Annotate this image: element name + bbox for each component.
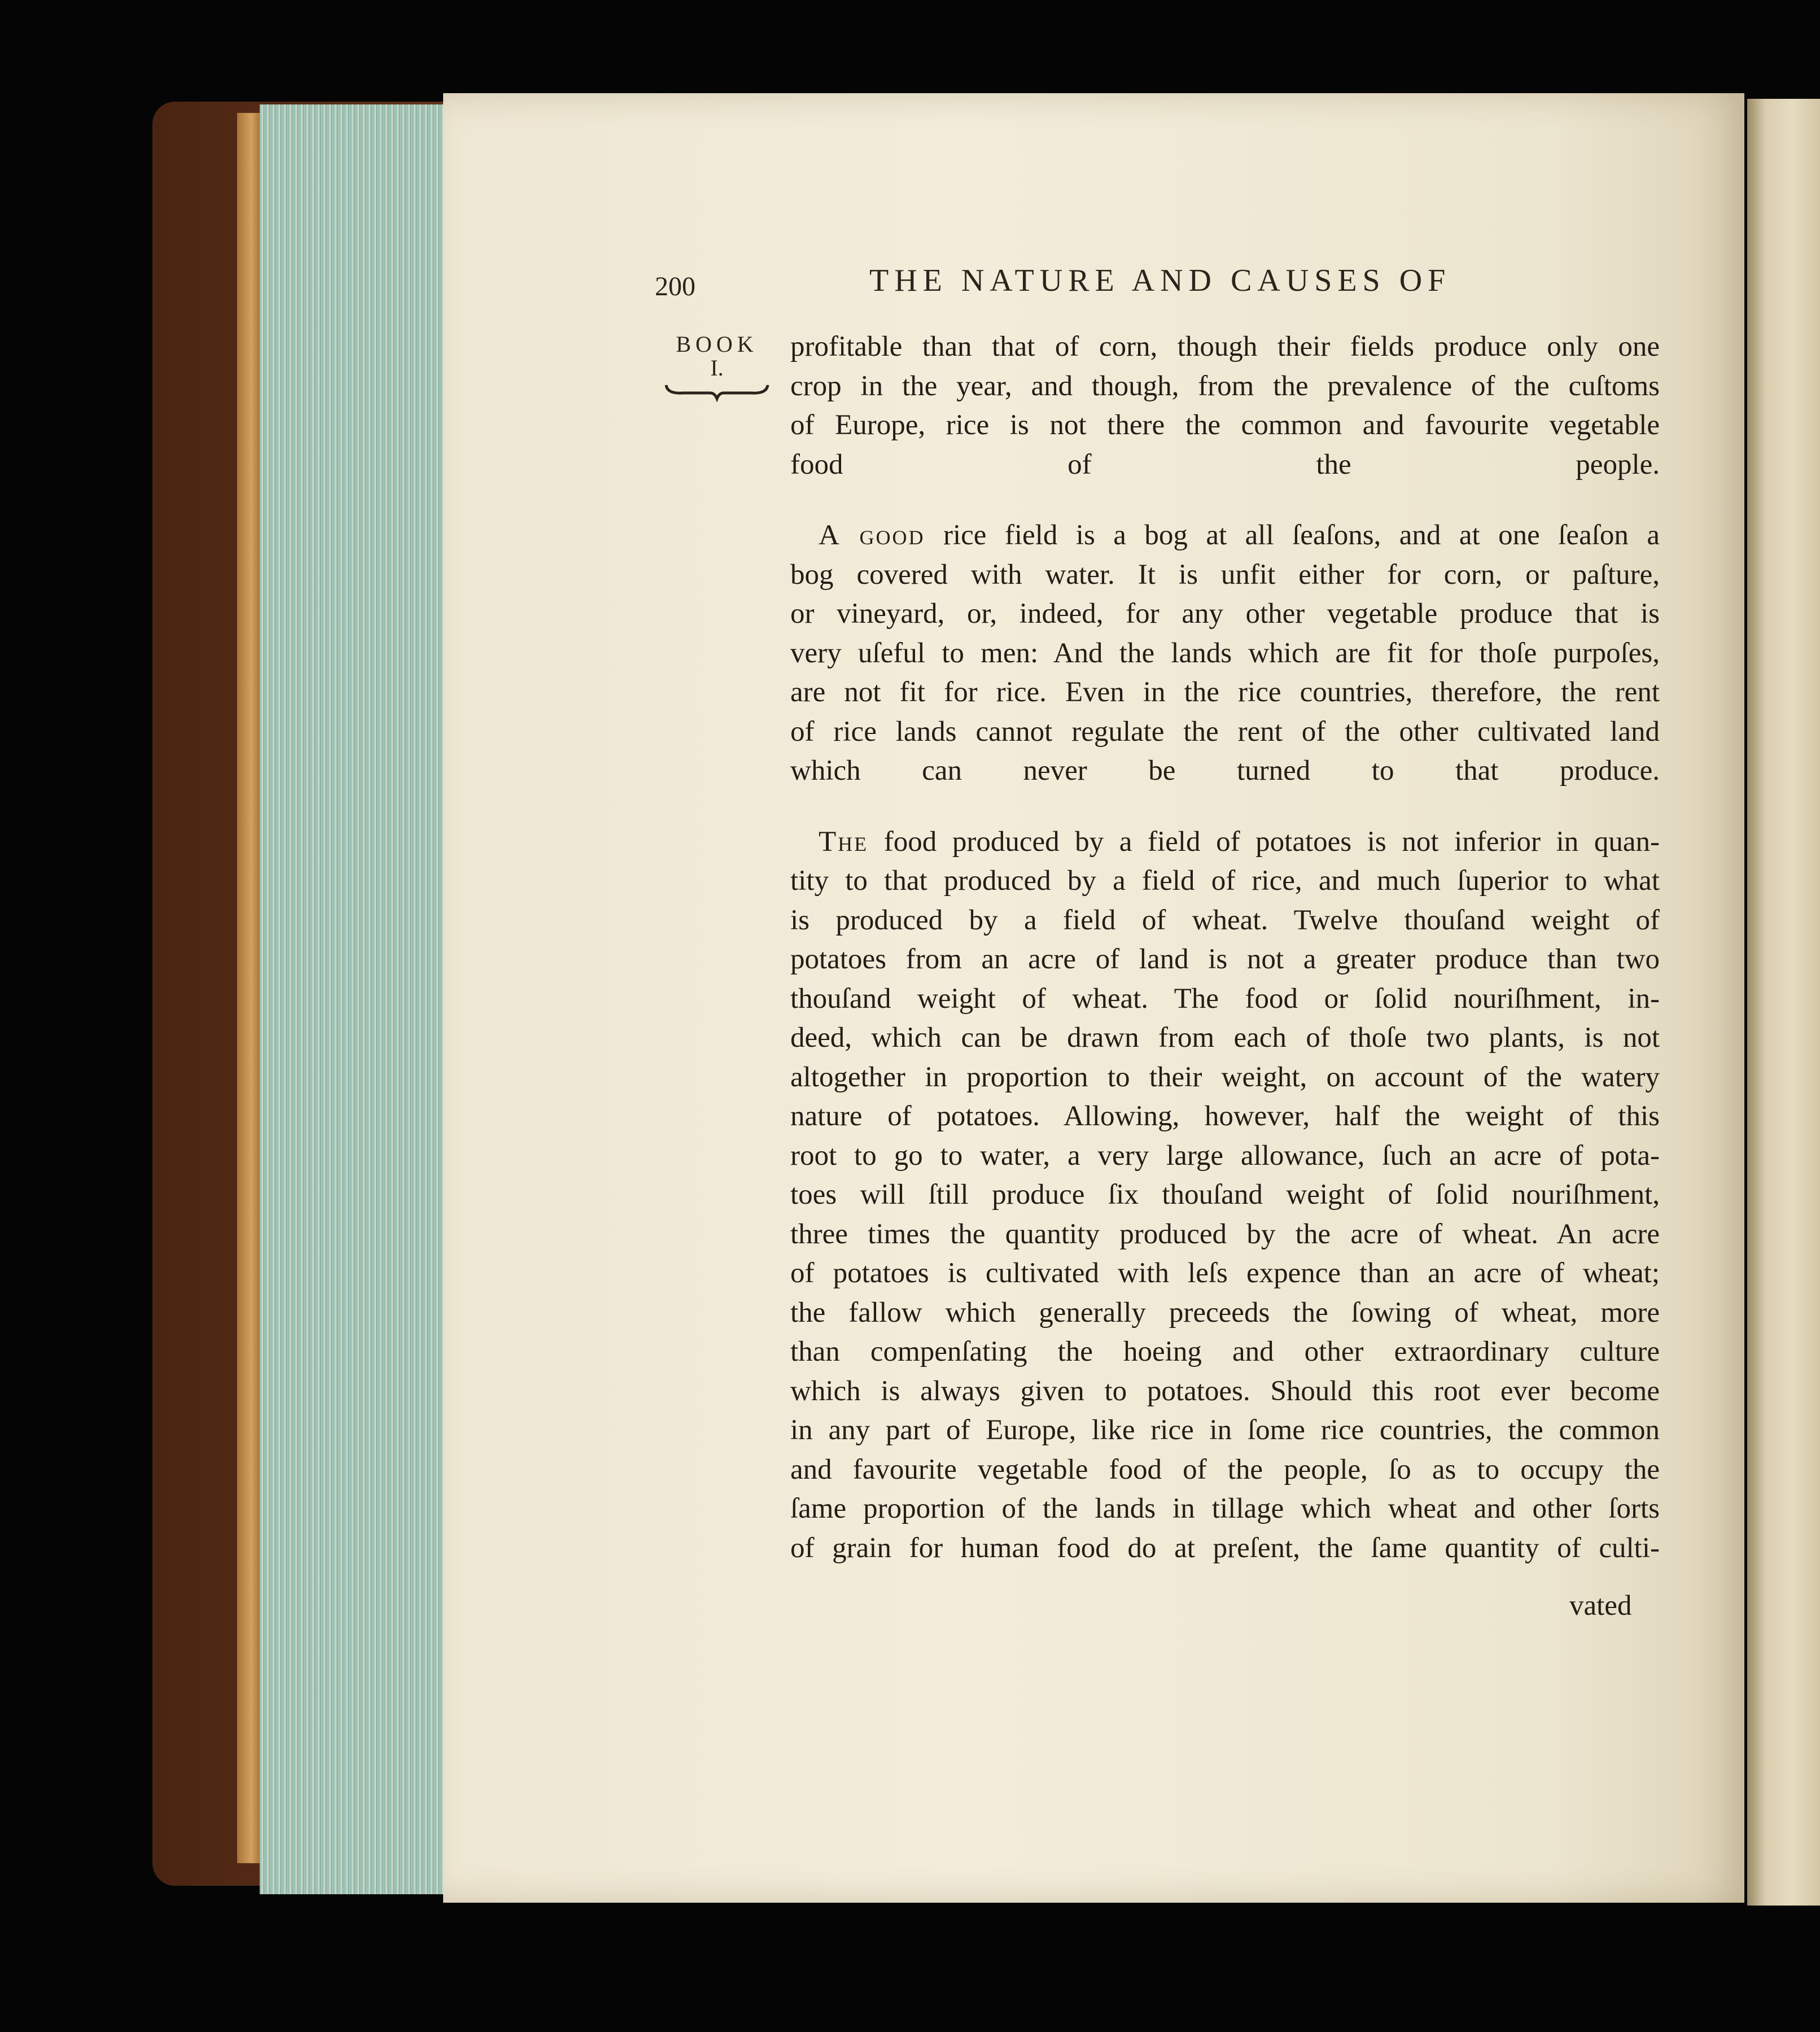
text-line: thouſand weight of wheat. The food or ſolid nouriſhment, in- (790, 982, 1660, 1015)
paragraph-3 (790, 823, 1660, 1568)
book-marginal-note (660, 333, 773, 402)
text-line: or vineyard, or, indeed, for any other vegetable produce that is (790, 598, 1660, 630)
text-line-rest: rice field is a bog at all ſeaſons, and at one ſeaſon a (925, 519, 1660, 551)
text-line: food of the people. (790, 448, 1660, 480)
text-line: crop in the year, and though, from the prevalence of the cuſtoms (790, 370, 1660, 402)
text-line: of rice lands cannot regulate the rent of the other cultivated land (790, 715, 1660, 748)
text-line: than compenſating the hoeing and other extraordinary culture (790, 1336, 1660, 1367)
text-line: profitable than that of corn, though their fields produce only one (790, 331, 1660, 362)
text-line (790, 823, 1660, 862)
text-line: of Europe, rice is not there the common and favourite vegetable (790, 409, 1660, 441)
text-line: deed, which can be drawn from each of thoſe two plants, is not (790, 1022, 1660, 1054)
text-line: very uſeful to men: And the lands which are fit for thoſe purpoſes, (790, 637, 1660, 669)
facing-page (1747, 99, 1820, 1906)
paragraph-2 (790, 516, 1660, 791)
lead-in-small-caps: A good (819, 519, 925, 551)
text-line: and favourite vegetable food of the people, ſo as to occupy the (790, 1453, 1660, 1485)
paragraph-1 (790, 327, 1660, 484)
text-line: toes will ſtill produce ſix thouſand weight of ſolid nouriſhment, (790, 1179, 1660, 1211)
book-label: BOOK (676, 331, 758, 357)
page-edges (260, 104, 446, 1894)
book-number: I. (710, 355, 724, 381)
text-line: of grain for human food do at preſent, the ſame quantity of culti- (790, 1532, 1660, 1564)
text-line: bog covered with water. It is unfit either for corn, or paſture, (790, 558, 1660, 591)
text-line: of potatoes is cultivated with leſs expence than an acre of wheat; (790, 1257, 1660, 1289)
text-line: is produced by a field of wheat. Twelve thouſand weight of (790, 904, 1660, 936)
text-line: the fallow which generally preceeds the ſowing of wheat, more (790, 1296, 1660, 1329)
text-line: three times the quantity produced by the acre of wheat. An acre (790, 1218, 1660, 1250)
page-number: 200 (655, 272, 695, 301)
body-text (790, 327, 1660, 1568)
catchword: vated (1569, 1590, 1632, 1622)
lead-in-small-caps: The (819, 825, 869, 858)
text-line: nature of potatoes. Allowing, however, half the weight of this (790, 1100, 1660, 1132)
text-line: are not fit for rice. Even in the rice countries, therefore, the rent (790, 676, 1660, 708)
running-title-text: THE NATURE AND CAUSES OF (869, 263, 1451, 298)
text-line: which can never be turned to that produce. (790, 755, 1660, 786)
text-line: root to go to water, a very large allowance, ſuch an acre of pota- (790, 1139, 1660, 1172)
running-title (869, 263, 1820, 299)
text-line: which is always given to potatoes. Should this root ever become (790, 1375, 1660, 1407)
text-line: altogether in proportion to their weight, on account of the watery (790, 1061, 1660, 1093)
text-line (790, 516, 1660, 556)
text-line-rest: food produced by a field of potatoes is not inferior in quan- (868, 825, 1660, 858)
text-line: potatoes from an acre of land is not a greater produce than two (790, 943, 1660, 975)
brace-ornament-icon (660, 379, 773, 402)
text-line: ſame proportion of the lands in tillage which wheat and other ſorts (790, 1493, 1660, 1524)
text-line: tity to that produced by a field of rice, and much ſuperior to what (790, 865, 1660, 897)
text-line: in any part of Europe, like rice in ſome rice countries, the common (790, 1414, 1660, 1446)
